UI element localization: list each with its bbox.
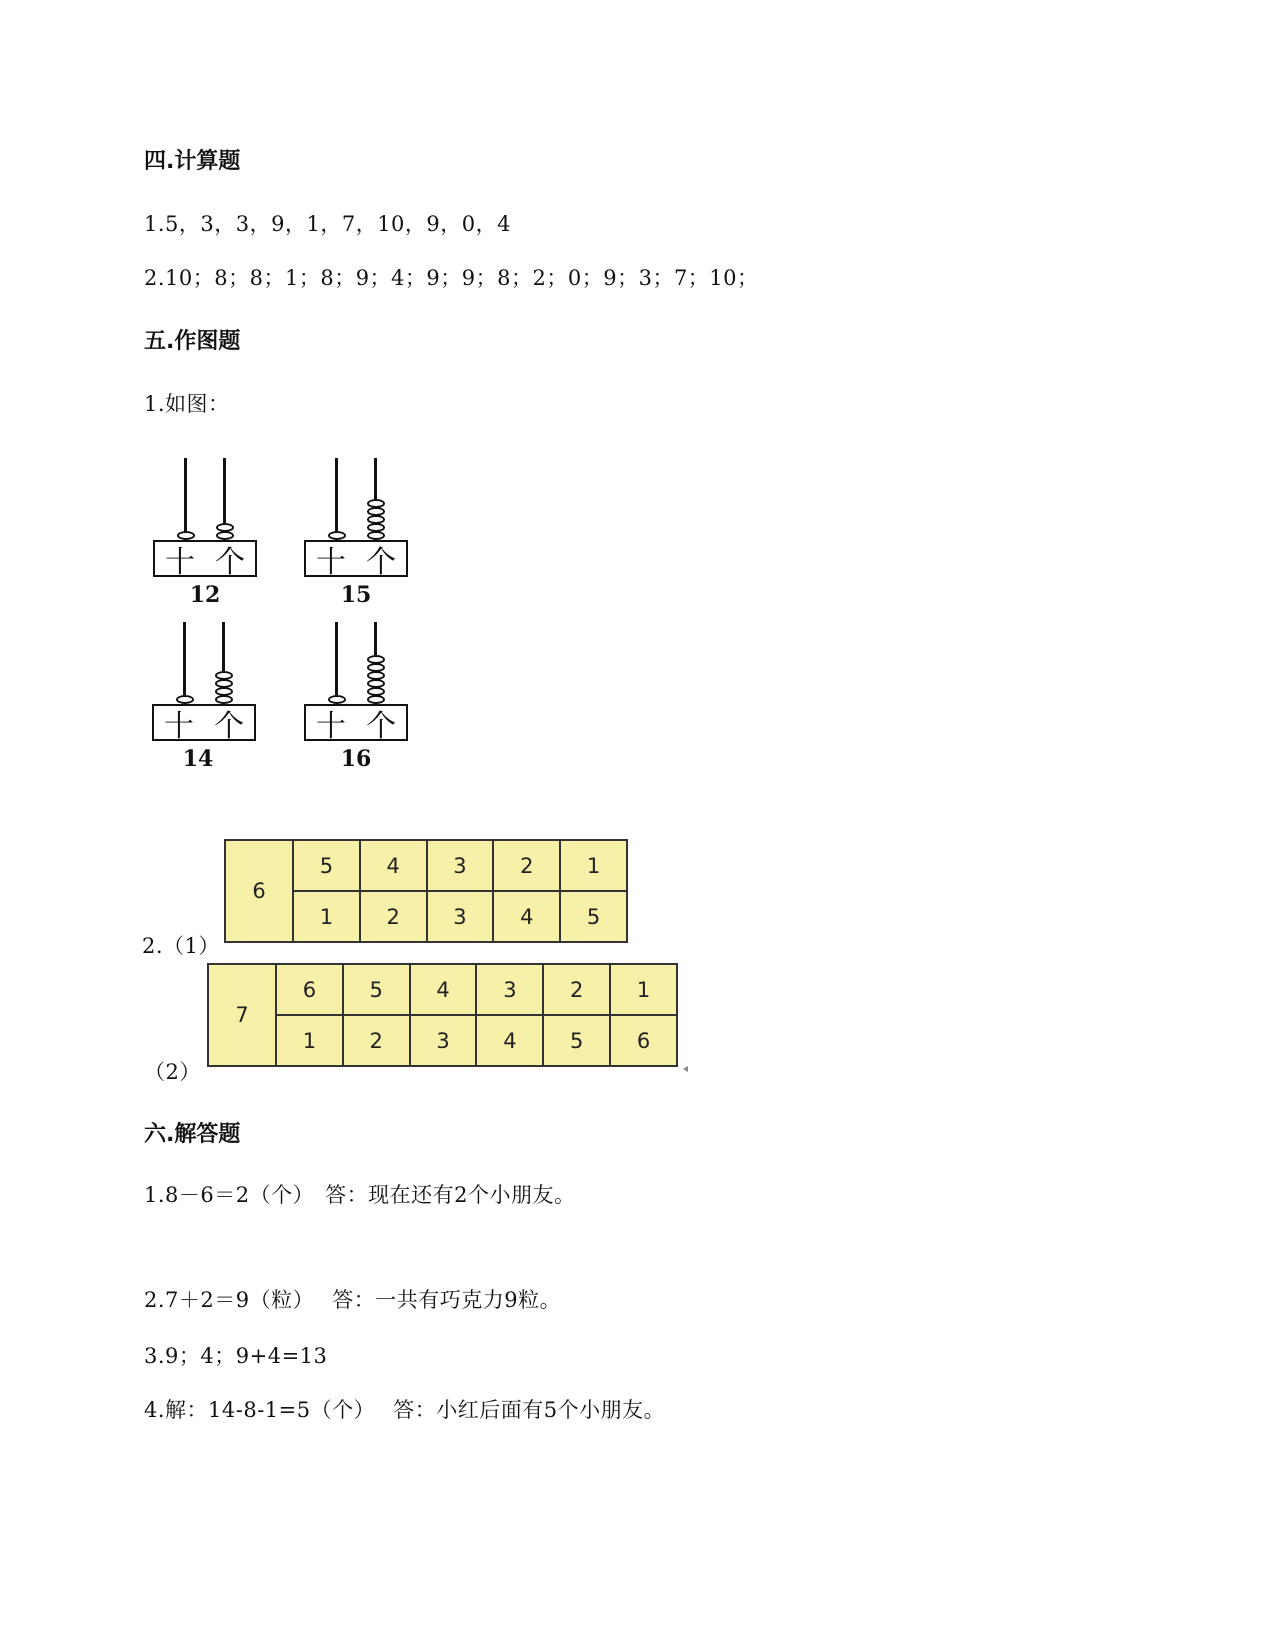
answer-line: 4.解：14-8-1=5（个） 答：小红后面有5个小朋友。 (144, 1398, 666, 1422)
ones-label: 个 (366, 544, 396, 580)
abacus-frame (304, 704, 408, 744)
tens-label: 十 (316, 544, 346, 580)
abacus-number: 16 (340, 746, 372, 772)
abacus-bead (367, 531, 385, 540)
abacus-bead (367, 515, 385, 524)
grid-cell: 3 (476, 964, 543, 1015)
answer-line: 1.5，3，3，9，1，7，10，9，0，4 (144, 212, 512, 236)
grid-cell: 4 (493, 891, 560, 942)
abacus-bead (328, 695, 346, 704)
abacus-number: 14 (182, 746, 214, 772)
tens-label: 十 (165, 544, 195, 580)
grid-cell: 3 (427, 891, 494, 942)
grid-cell: 3 (410, 1015, 477, 1066)
grid-cell: 5 (343, 964, 410, 1015)
grid-cell: 5 (293, 840, 360, 891)
section-heading-drawing: 五.作图题 (144, 329, 241, 354)
tens-rod (183, 622, 186, 704)
answer-line: 1.8－6＝2（个） 答：现在还有2个小朋友。 (144, 1183, 576, 1207)
abacus (301, 622, 421, 792)
item-label: （2） (144, 1060, 201, 1084)
grid-cell: 1 (293, 891, 360, 942)
abacus (150, 458, 270, 628)
abacus-bead (176, 695, 194, 704)
section-heading-word-problems: 六.解答题 (144, 1122, 241, 1147)
abacus-frame (153, 540, 257, 580)
ones-label: 个 (215, 544, 245, 580)
abacus-frame (304, 540, 408, 580)
abacus-bead (367, 655, 385, 664)
ones-label: 个 (214, 708, 244, 744)
grid-cell: 6 (610, 1015, 677, 1066)
grid-cell: 2 (493, 840, 560, 891)
abacus-number: 15 (340, 582, 372, 608)
abacus-bead (216, 531, 234, 540)
abacus (301, 458, 421, 628)
abacus-bead (328, 531, 346, 540)
tens-rod (184, 458, 187, 540)
tens-label: 十 (164, 708, 194, 744)
abacus-bead (215, 687, 233, 696)
abacus-bead (215, 695, 233, 704)
abacus-bead (367, 671, 385, 680)
abacus-frame (152, 704, 256, 744)
abacus-bead (367, 663, 385, 672)
grid-cell: 4 (360, 840, 427, 891)
abacus-bead (367, 499, 385, 508)
abacus-bead (367, 695, 385, 704)
grid-cell: 3 (427, 840, 494, 891)
abacus-bead (215, 679, 233, 688)
section-heading-calculation: 四.计算题 (144, 149, 241, 174)
abacus-bead (367, 523, 385, 532)
abacus (149, 622, 269, 792)
answer-line: 1.如图： (144, 392, 230, 416)
abacus-bead (367, 507, 385, 516)
abacus-bead (367, 687, 385, 696)
grid-cell: 1 (560, 840, 627, 891)
answer-line: 3.9；4；9+4=13 (144, 1344, 328, 1368)
tens-rod (335, 458, 338, 540)
grid-whole-cell: 7 (208, 964, 276, 1066)
corner-mark (683, 1066, 688, 1072)
ones-label: 个 (366, 708, 396, 744)
grid-cell: 4 (410, 964, 477, 1015)
answer-line: 2.7＋2＝9（粒） 答：一共有巧克力9粒。 (144, 1288, 562, 1312)
grid-cell: 5 (560, 891, 627, 942)
grid-cell: 5 (543, 1015, 610, 1066)
grid-whole-cell: 6 (225, 840, 293, 942)
abacus-bead (216, 523, 234, 532)
tens-rod (335, 622, 338, 704)
tens-label: 十 (316, 708, 346, 744)
grid-cell: 1 (276, 1015, 343, 1066)
grid-cell: 2 (360, 891, 427, 942)
number-split-grid-7 (207, 963, 678, 1067)
number-split-grid-6 (224, 839, 628, 943)
grid-cell: 2 (543, 964, 610, 1015)
grid-cell: 1 (610, 964, 677, 1015)
abacus-bead (367, 679, 385, 688)
grid-cell: 6 (276, 964, 343, 1015)
grid-cell: 4 (476, 1015, 543, 1066)
item-label: 2.（1） (142, 934, 220, 958)
abacus-number: 12 (189, 582, 221, 608)
abacus-bead (215, 671, 233, 680)
answer-line: 2.10；8；8；1；8；9；4；9；9；8；2；0；9；3；7；10； (144, 266, 759, 290)
grid-cell: 2 (343, 1015, 410, 1066)
abacus-bead (177, 531, 195, 540)
